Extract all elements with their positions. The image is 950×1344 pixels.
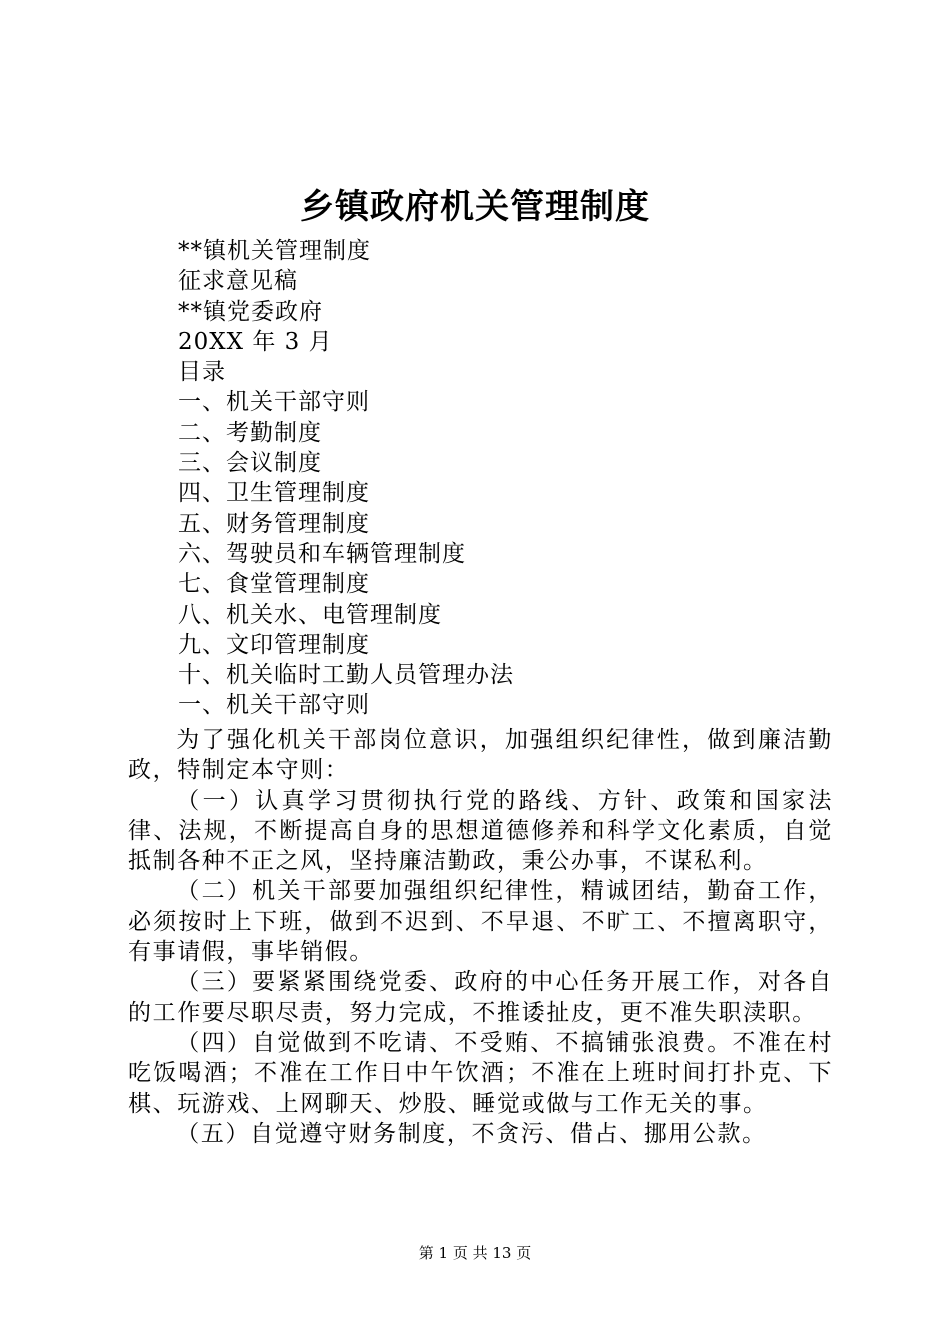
paragraph-rule-4: （四）自觉做到不吃请、不受贿、不搞铺张浪费。不准在村吃饭喝酒；不准在工作日中午饮酒；不准在上班时间打扑克、下棋、玩游戏、上网聊天、炒股、睡觉或做与工作无关的事。 bbox=[128, 1029, 833, 1117]
toc-item-9: 九、文印管理制度 bbox=[178, 631, 370, 658]
toc-item-10: 十、机关临时工勤人员管理办法 bbox=[178, 662, 514, 689]
toc-item-2: 二、考勤制度 bbox=[178, 419, 322, 446]
header-line-issuer: **镇党委政府 bbox=[178, 298, 323, 325]
toc-item-3: 三、会议制度 bbox=[178, 450, 322, 477]
document-title: 乡镇政府机关管理制度 bbox=[300, 187, 650, 227]
paragraph-intro: 为了强化机关干部岗位意识，加强组织纪律性，做到廉洁勤政，特制定本守则： bbox=[128, 727, 833, 784]
section-heading: 一、机关干部守则 bbox=[178, 692, 370, 719]
toc-item-4: 四、卫生管理制度 bbox=[178, 480, 370, 507]
paragraph-rule-5: （五）自觉遵守财务制度，不贪污、借占、挪用公款。 bbox=[176, 1120, 767, 1147]
header-line-org: **镇机关管理制度 bbox=[178, 238, 371, 264]
toc-item-6: 六、驾驶员和车辆管理制度 bbox=[178, 540, 466, 567]
header-line-date: 20XX 年 3 月 bbox=[178, 328, 333, 355]
toc-item-5: 五、财务管理制度 bbox=[178, 510, 370, 537]
paragraph-rule-2: （二）机关干部要加强组织纪律性，精诚团结，勤奋工作，必须按时上下班，做到不迟到、不早退、不旷工、不擅离职守，有事请假，事毕销假。 bbox=[128, 878, 833, 966]
document-body bbox=[128, 725, 833, 1149]
toc-heading: 目录 bbox=[178, 359, 226, 386]
toc-item-1: 一、机关干部守则 bbox=[178, 389, 370, 416]
page-footer: 第 1 页 共 13 页 bbox=[418, 1244, 532, 1262]
header-and-toc bbox=[178, 236, 514, 721]
paragraph-rule-3: （三）要紧紧围绕党委、政府的中心任务开展工作，对各自的工作要尽职尽责，努力完成，不推诿扯皮，更不准失职渎职。 bbox=[128, 969, 833, 1026]
paragraph-rule-1: （一）认真学习贯彻执行党的路线、方针、政策和国家法律、法规，不断提高自身的思想道德修养和科学文化素质，自觉抵制各种不正之风，坚持廉洁勤政，秉公办事，不谋私利。 bbox=[128, 787, 833, 875]
toc-item-8: 八、机关水、电管理制度 bbox=[178, 601, 442, 628]
toc-item-7: 七、食堂管理制度 bbox=[178, 571, 370, 598]
header-line-draft: 征求意见稿 bbox=[178, 268, 298, 295]
